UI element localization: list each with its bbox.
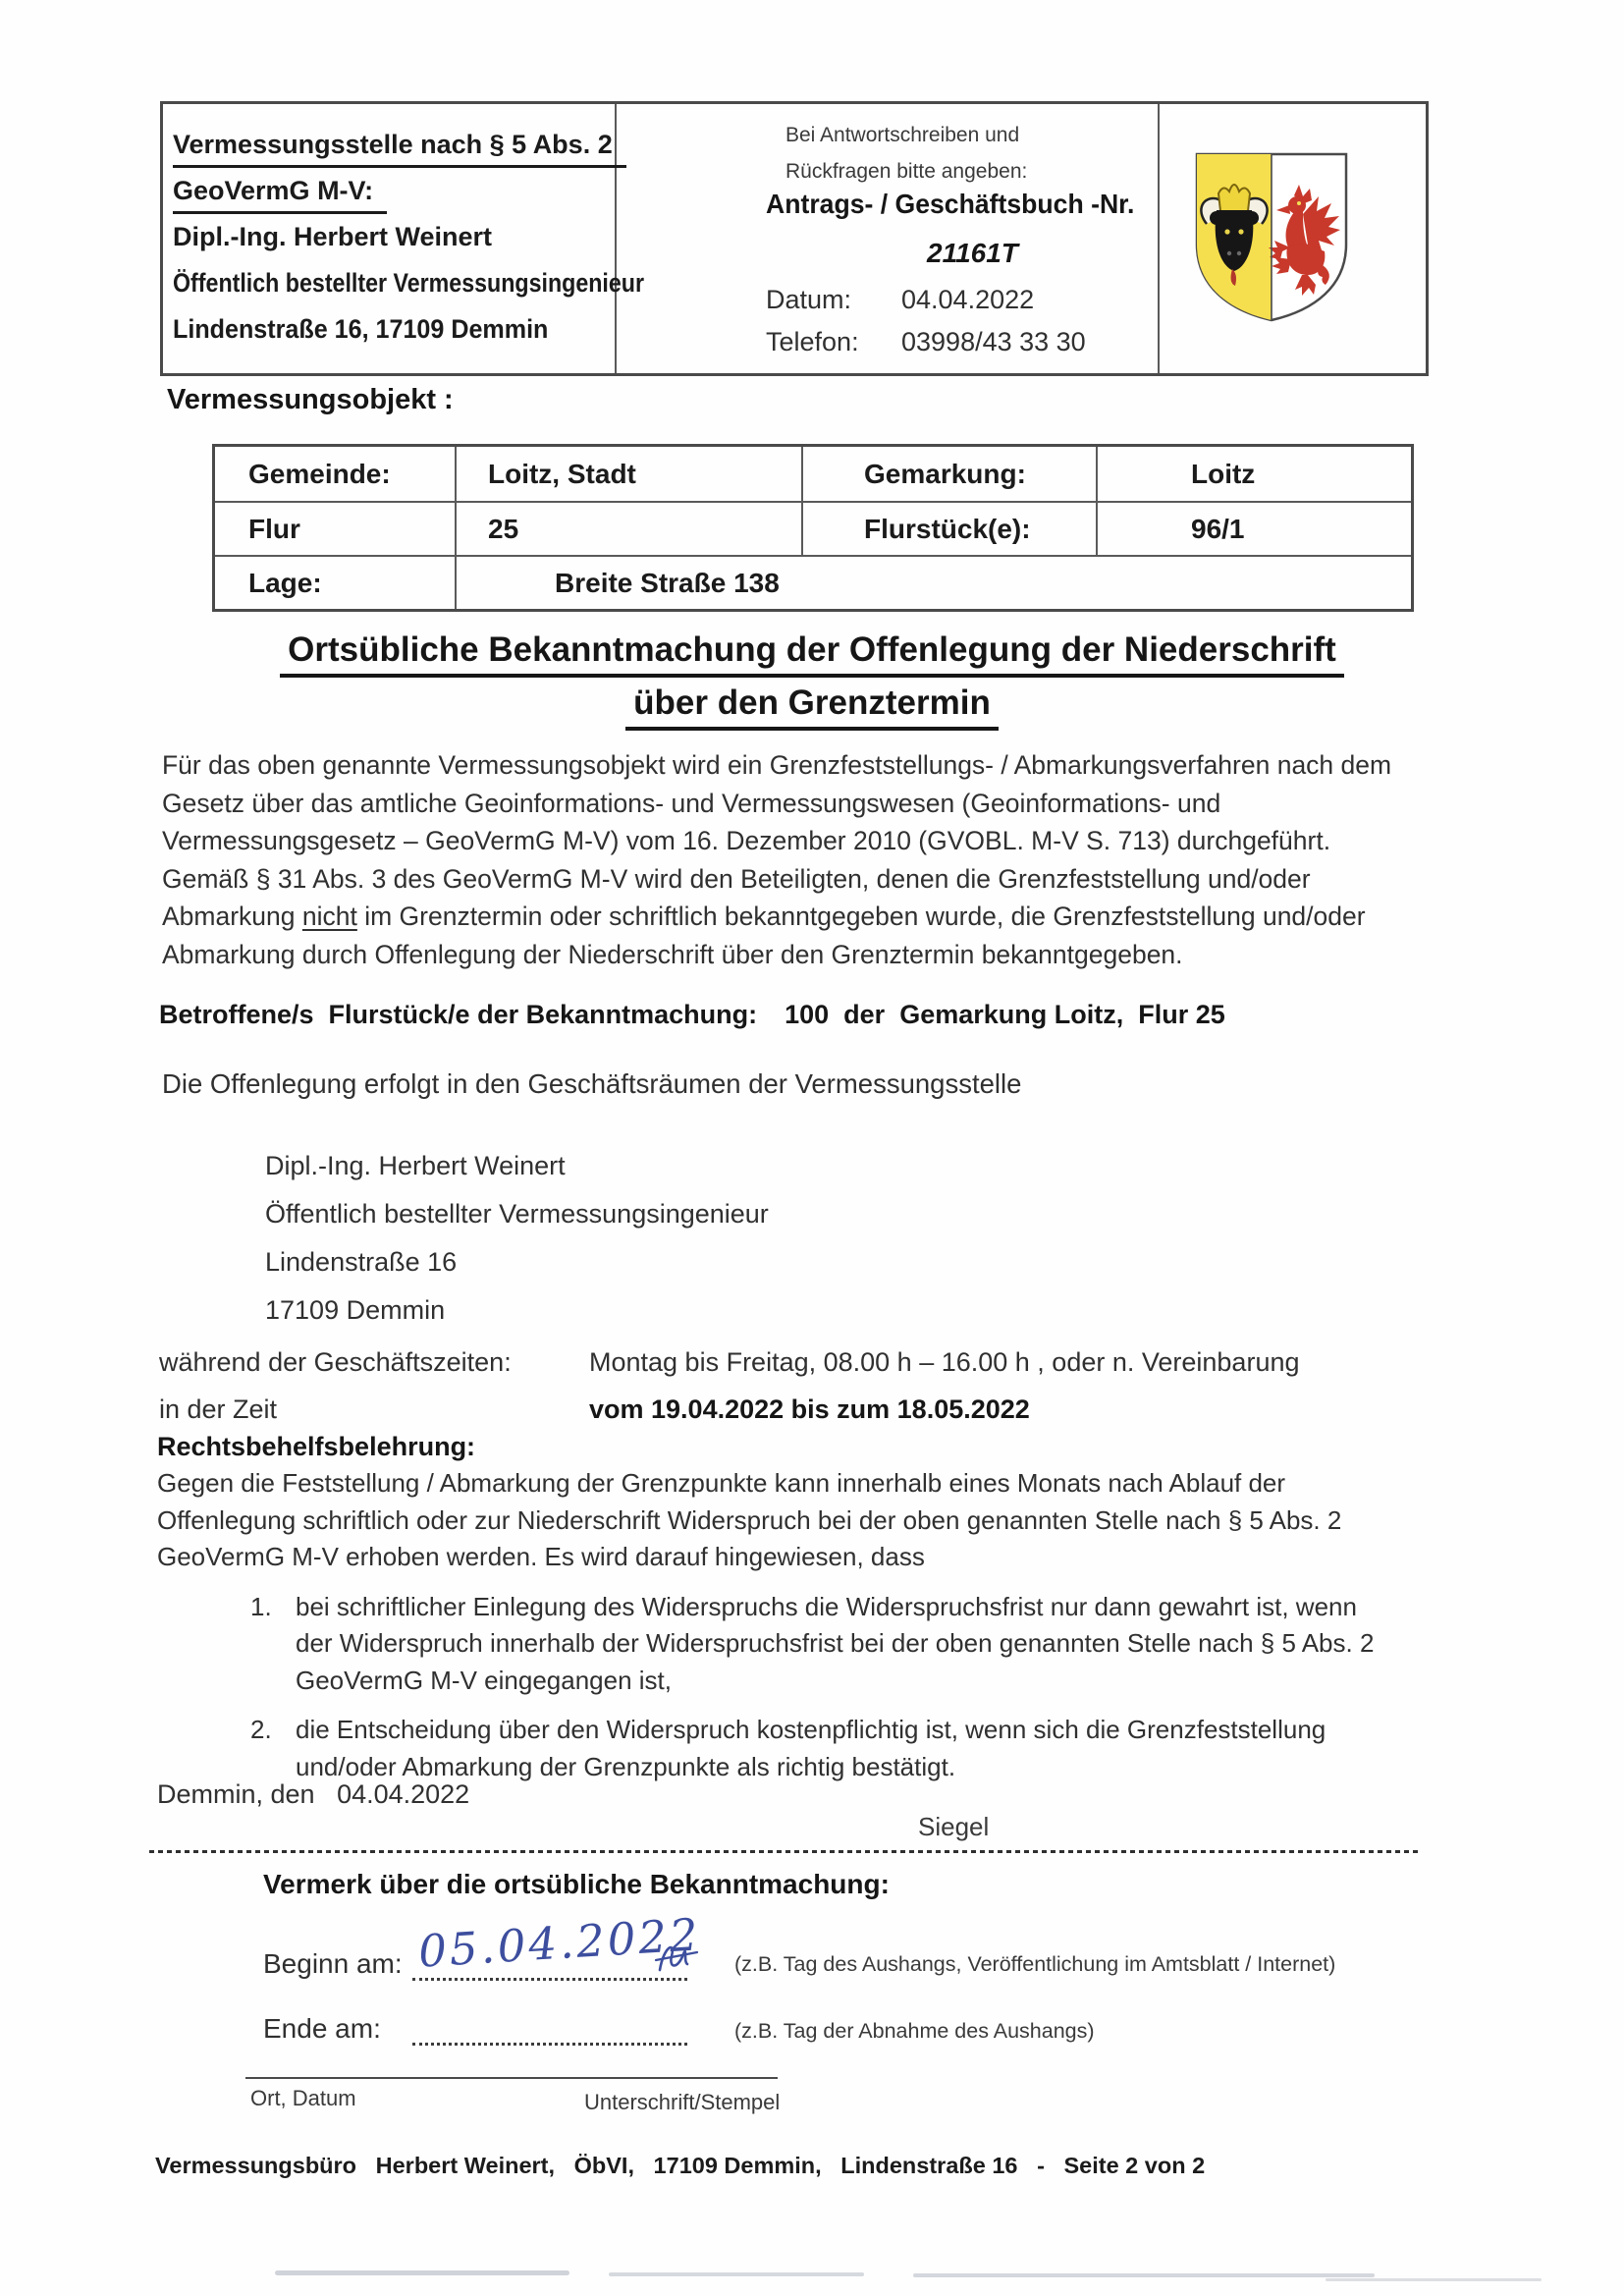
list-item [157, 1712, 1412, 1785]
address-line: Öffentlich bestellter Vermessungsingenieur [265, 1199, 769, 1229]
table-row [215, 555, 1411, 609]
office-address-block [265, 1142, 769, 1335]
document-title [0, 625, 1624, 731]
phone-label: Telefon: [766, 327, 859, 356]
surveyor-info-cell [163, 104, 645, 373]
gemeinde-value: Loitz, Stadt [457, 447, 803, 501]
posting-note-heading: Vermerk über die ortsübliche Bekanntmachung: [263, 1869, 890, 1899]
seal-label: Siegel [918, 1812, 990, 1841]
legal-remedy-heading: Rechtsbehelfsbelehrung: [157, 1432, 476, 1461]
title-line2: über den Grenztermin [625, 682, 999, 731]
surveyor-title: Öffentlich bestellter Vermessungsingenieur [173, 268, 645, 298]
signature-stamp-caption: Unterschrift/Stempel [584, 2090, 781, 2114]
business-hours-row [159, 1347, 1435, 1378]
page-footer: Vermessungsbüro Herbert Weinert, ÖbVI, 17109 Demmin, Lindenstraße 16 - Seite 2 von 2 [155, 2153, 1206, 2178]
list-item-number: 1. [250, 1591, 272, 1621]
posting-start-handwritten-date: 05.04.2022 [416, 1908, 703, 1978]
business-hours-label: während der Geschäftszeiten: [159, 1347, 512, 1377]
intro-part1: Für das oben genannte Vermessungsobjekt wird ein Grenzfeststellungs- / Abmarkungsverfahren nach dem Gesetz über das amtliche Geoinformations- und Vermessungswesen (Geoinformations- und Vermessungsgesetz – GeoVermG M-V) vom 16. Dezember 2010 (GVOBL. M-V S. 713) durchgeführt. Gemäß § 31 Abs. 3 des GeoVermG M-V wird den Beteiligten, denen die Grenzfeststellung und/oder Abmarkung [162, 750, 1392, 931]
posting-end-dotted-line [412, 2043, 687, 2046]
lage-label: Lage: [215, 557, 457, 609]
flurstueck-value: 96/1 [1191, 513, 1245, 544]
disclosure-period-label: in der Zeit [159, 1394, 278, 1424]
posting-end-row [263, 2005, 1441, 2084]
address-line: 17109 Demmin [265, 1295, 446, 1325]
intro-part2: im Grenztermin oder schriftlich bekanntgegeben wurde, die Grenzfeststellung und/oder Abmarkung durch Offenlegung der Niederschrift über den Grenztermin bekanntgegeben. [162, 902, 1366, 969]
address-line: Dipl.-Ing. Herbert Weinert [265, 1151, 566, 1180]
phone-row [766, 327, 1086, 357]
place-date-caption: Ort, Datum [250, 2086, 356, 2110]
place-date-line: Demmin, den 04.04.2022 [157, 1779, 470, 1809]
list-item-number: 2. [250, 1715, 272, 1744]
date-value: 04.04.2022 [901, 285, 1035, 314]
affected-parcel-label: Betroffene/s Flurstück/e der Bekanntmachung: [159, 1000, 758, 1029]
list-item-text: bei schriftlicher Einlegung des Widerspruchs die Widerspruchsfrist nur dann gewahrt ist, wenn der Widerspruch innerhalb der Widerspruchsfrist bei der oben genannten Stelle nach § 5 Abs. 2 GeoVermG M-V eingegangen ist, [296, 1591, 1375, 1695]
posting-start-label: Beginn am: [263, 1948, 403, 1979]
posting-start-hint: (z.B. Tag des Aushangs, Veröffentlichung im Amtsblatt / Internet) [734, 1952, 1336, 1976]
posting-end-label: Ende am: [263, 2013, 381, 2044]
flurstueck-label: Flurstück(e): [803, 503, 1098, 555]
disclosure-period-value: vom 19.04.2022 bis zum 18.05.2022 [589, 1394, 1030, 1424]
coat-of-arms-cell [1160, 104, 1426, 373]
surveyor-address: Lindenstraße 16, 17109 Demmin [173, 314, 549, 344]
gemarkung-label: Gemarkung: [803, 447, 1098, 501]
letterhead-box [160, 101, 1429, 376]
list-item [157, 1589, 1412, 1700]
business-hours-value: Montag bis Freitag, 08.00 h – 16.00 h , oder n. Vereinbarung [589, 1347, 1300, 1377]
posting-start-dotted-line [412, 1978, 687, 1981]
reference-number-value: 21161T [927, 238, 1018, 268]
flur-label: Flur [215, 503, 457, 555]
parcel-table [212, 444, 1414, 612]
title-line1: Ortsübliche Bekanntmachung der Offenlegung der Niederschrift [280, 629, 1344, 678]
object-label: Vermessungsobjekt : [167, 384, 454, 415]
list-item-text: die Entscheidung über den Widerspruch kostenpflichtig ist, wenn sich die Grenzfeststellung und/oder Abmarkung der Grenzpunkte als richtig bestätigt. [296, 1715, 1326, 1781]
posting-start-row [263, 1908, 1441, 2005]
reference-number-label: Antrags- / Geschäftsbuch -Nr. [766, 189, 1135, 219]
address-line: Lindenstraße 16 [265, 1247, 458, 1277]
affected-parcel-value: 100 der Gemarkung Loitz, Flur 25 [785, 1000, 1225, 1029]
table-row [215, 447, 1411, 501]
scan-artifact [1326, 2278, 1542, 2281]
reply-note-line1: Bei Antwortschreiben und [785, 124, 1020, 146]
surveyor-heading-line2: GeoVermG M-V: [173, 171, 387, 214]
legal-remedy-body: Gegen die Feststellung / Abmarkung der Grenzpunkte kann innerhalb eines Monats nach Ablauf der Offenlegung schriftlich oder zur Niederschrift Widerspruch bei der oben genannten Stelle nach § 5 Abs. 2 GeoVermG M-V erhoben werden. Es wird darauf hingewiesen, dass [157, 1468, 1342, 1571]
intro-paragraph [162, 746, 1413, 973]
coat-of-arms-mecklenburg-vorpommern-icon [1192, 149, 1351, 326]
surveyor-name: Dipl.-Ing. Herbert Weinert [173, 222, 493, 251]
dashed-separator [149, 1850, 1418, 1853]
table-row [215, 501, 1411, 555]
flur-value: 25 [457, 503, 803, 555]
scan-artifact [275, 2270, 569, 2275]
scan-artifact [609, 2272, 864, 2276]
affected-parcel-line [159, 1000, 1225, 1030]
phone-value: 03998/43 33 30 [901, 327, 1086, 356]
posting-end-hint: (z.B. Tag der Abnahme des Aushangs) [734, 2019, 1095, 2043]
intro-underlined-word: nicht [301, 902, 357, 931]
surveyor-heading-line1: Vermessungsstelle nach § 5 Abs. 2 [173, 125, 626, 168]
reply-note-line2: Rückfragen bitte angeben: [785, 160, 1028, 183]
date-label: Datum: [766, 285, 852, 314]
signature-line [245, 2077, 778, 2079]
date-row [766, 285, 1035, 315]
disclosure-location-line: Die Offenlegung erfolgt in den Geschäftsräumen der Vermessungsstelle [162, 1068, 1022, 1099]
lage-value: Breite Straße 138 [555, 567, 780, 598]
legal-remedy-section [157, 1432, 1412, 1785]
scan-artifact [913, 2273, 1375, 2277]
gemarkung-value: Loitz [1191, 458, 1256, 489]
gemeinde-label: Gemeinde: [215, 447, 457, 501]
handwritten-initials-icon [654, 1937, 701, 1980]
reference-info-cell [617, 104, 1160, 373]
disclosure-period-row [159, 1394, 1435, 1425]
